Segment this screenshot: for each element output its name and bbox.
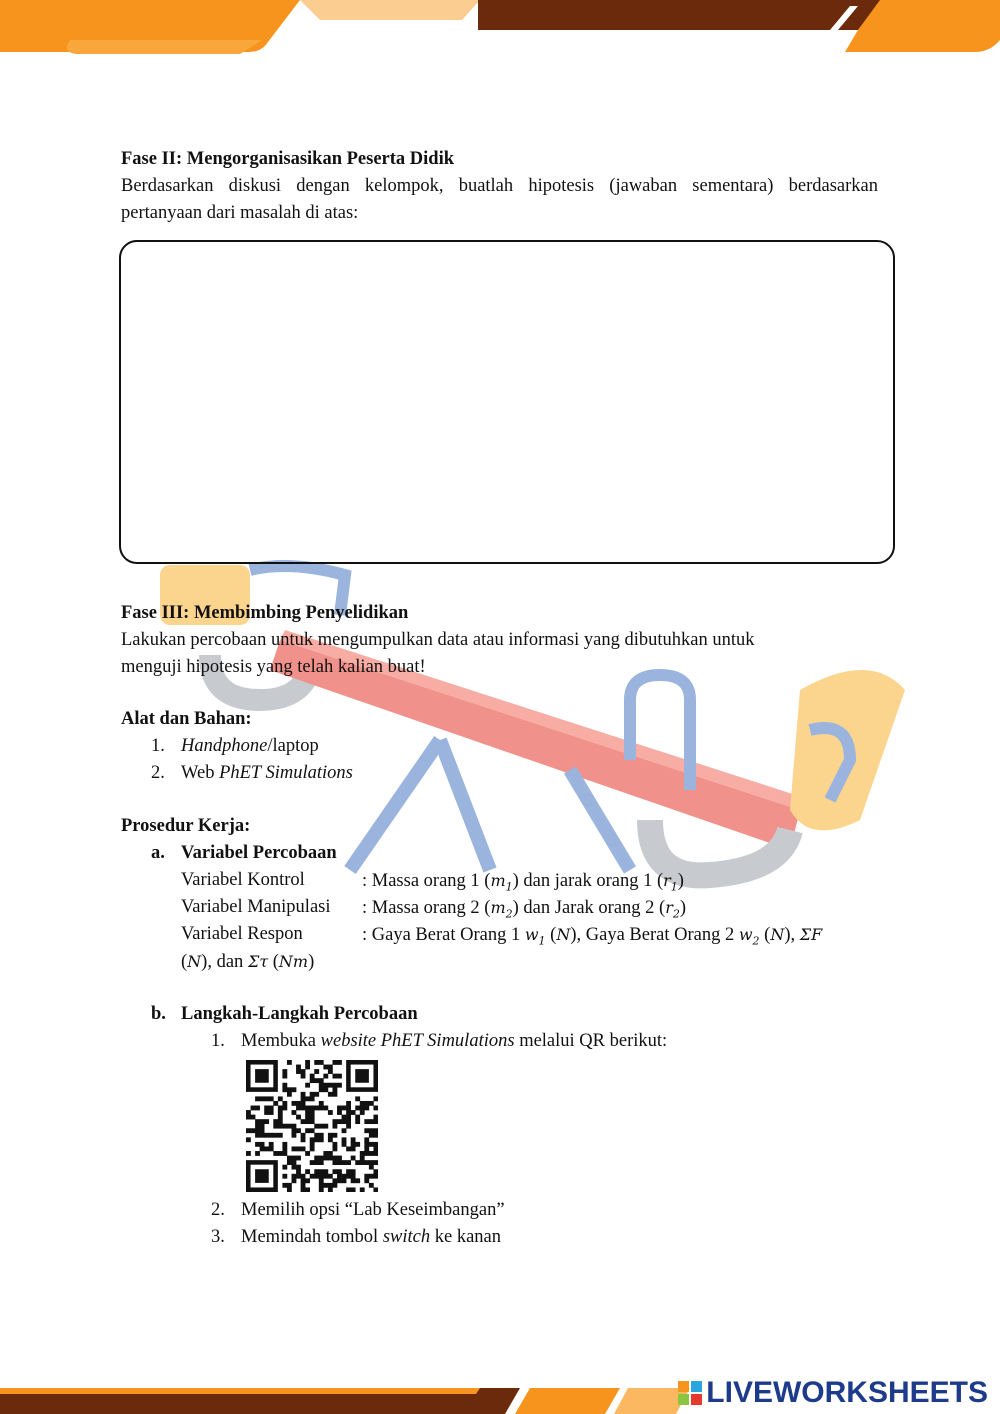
kontrol-value: : Massa orang 1 $(m_1)$ dan jarak orang 1 $(r_1)$: [362, 871, 684, 894]
prosedur-title: Prosedur Kerja:: [121, 816, 251, 836]
langkah-title: Langkah-Langkah Percobaan: [181, 1004, 418, 1024]
alat-item-2: [151, 760, 353, 787]
list-number: 3.: [211, 1227, 225, 1247]
fase3-line1: Lakukan percobaan untuk mengumpulkan data atau informasi yang dibutuhkan untuk: [121, 630, 755, 650]
list-number: 2.: [151, 763, 165, 783]
langkah-heading: [151, 1001, 418, 1028]
list-number: 2.: [211, 1200, 225, 1220]
sub-label: a.: [151, 843, 165, 863]
liveworksheets-logo-icon: [678, 1381, 702, 1405]
fase2-instruction-line1: Berdasarkan diskusi dengan kelompok, buatlah hipotesis (jawaban sementara) berdasarkan: [121, 176, 878, 196]
respon-label: Variabel Respon: [181, 924, 303, 944]
fase2-title: Fase II: Mengorganisasikan Peserta Didik: [121, 149, 454, 169]
alat-item-italic: Handphone: [181, 736, 268, 756]
list-number: 1.: [211, 1031, 225, 1051]
list-number: 1.: [151, 736, 165, 756]
liveworksheets-logo[interactable]: [678, 1376, 988, 1410]
respon-value: : Gaya Berat Orang 1 $w_1$ (N), Gaya Berat Orang 2 $w_2$ (N), ΣF: [362, 925, 823, 948]
fase3-line2: menguji hipotesis yang telah kalian buat!: [121, 657, 426, 677]
alat-item-1: [151, 733, 319, 760]
fase2-instruction-line2: pertanyaan dari masalah di atas:: [121, 203, 359, 223]
alat-item-text: /laptop: [267, 736, 319, 756]
hypothesis-answer-box[interactable]: [119, 240, 895, 564]
alat-item-text: Web: [181, 763, 220, 783]
variabel-heading: [151, 840, 337, 867]
manipulasi-value: : Massa orang 2 $(m_2)$ dan Jarak orang 2 $(r_2)$: [362, 898, 687, 921]
step-1: 1. Membuka website PhET Simulations melalui QR berikut:: [211, 1031, 668, 1051]
alat-item-italic: PhET Simulations: [219, 763, 353, 783]
fase3-title: Fase III: Membimbing Penyelidikan: [121, 603, 409, 623]
alat-title: Alat dan Bahan:: [121, 709, 252, 729]
brand-text: LIVEWORKSHEETS: [706, 1376, 988, 1409]
sub-label: b.: [151, 1004, 166, 1024]
hypothesis-answer-input[interactable]: [121, 242, 893, 562]
header-decoration: [0, 0, 1000, 70]
qr-code-icon[interactable]: [246, 1060, 378, 1192]
step-3: 3. Memindah tombol switch ke kanan: [211, 1227, 501, 1247]
respon-value-cont: (N), dan Στ (Nm): [181, 952, 315, 972]
variabel-title: Variabel Percobaan: [181, 843, 337, 863]
step-2: 2. Memilih opsi “Lab Keseimbangan”: [211, 1200, 505, 1220]
manipulasi-label: Variabel Manipulasi: [181, 897, 331, 917]
kontrol-label: Variabel Kontrol: [181, 870, 305, 890]
